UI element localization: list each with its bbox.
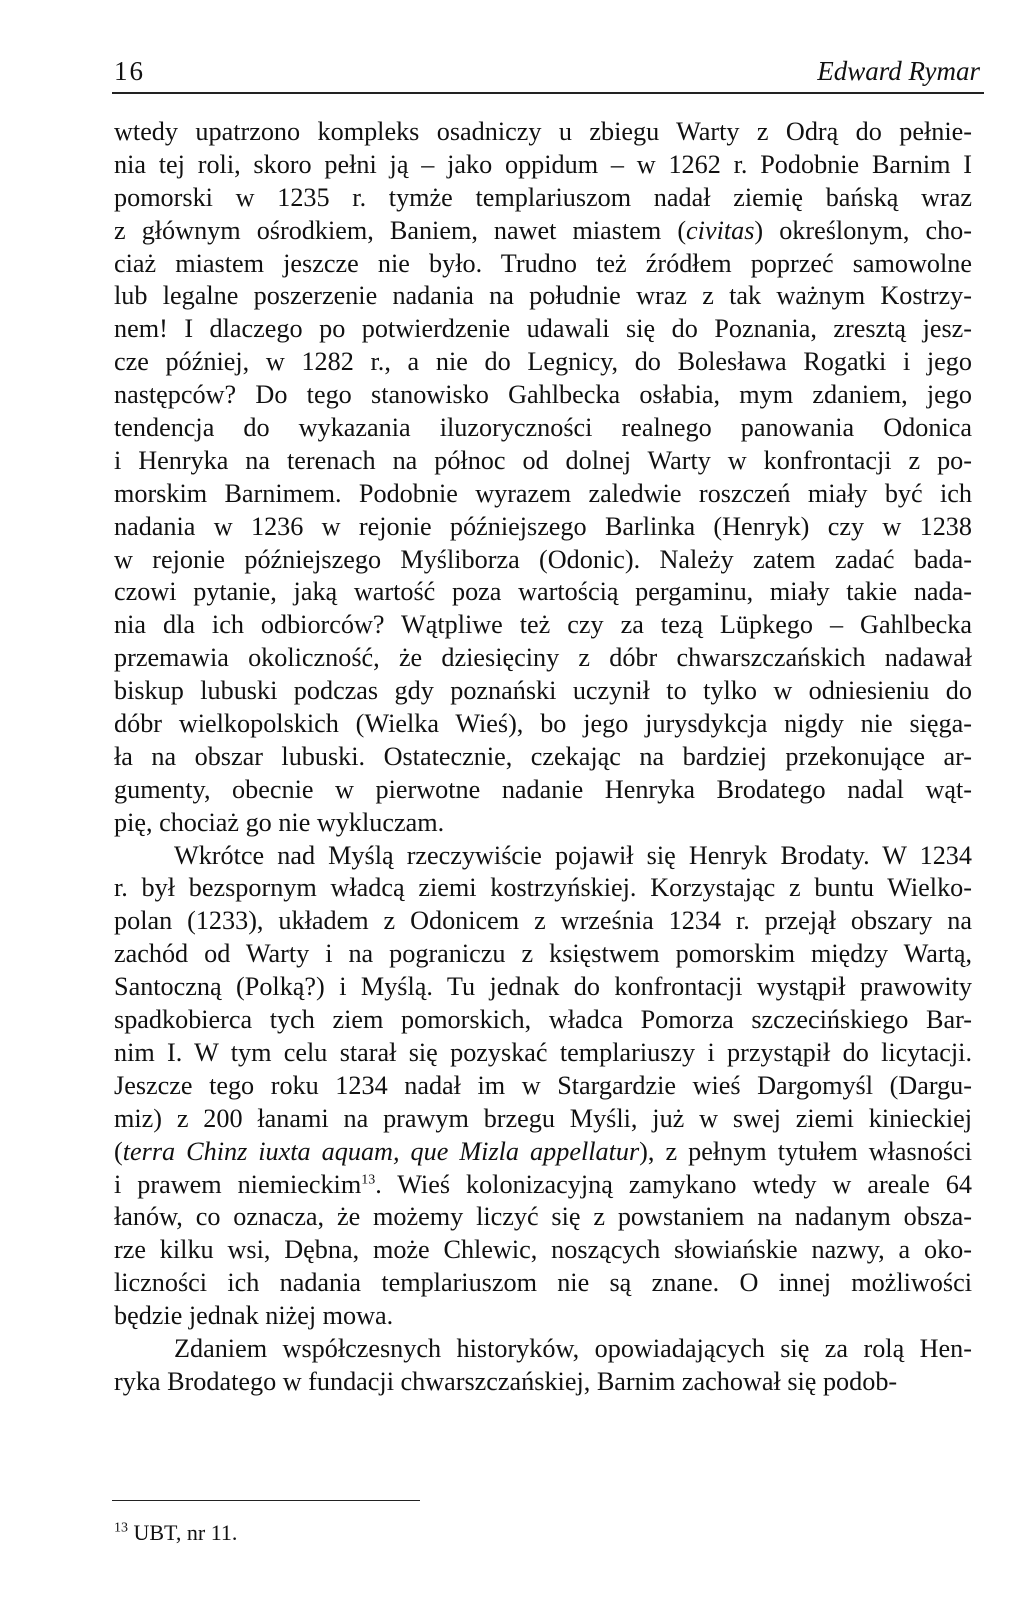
text-line: pomorski w 1235 r. tymże templariuszom nadał ziemię bańską wraz — [114, 182, 972, 212]
text-line: biskup lubuski podczas gdy poznański uczynił to tylko w odniesieniu do — [114, 676, 972, 706]
text-line: liczności ich nadania templariuszom nie są znane. O innej możliwości — [114, 1268, 972, 1298]
page-number: 16 — [114, 56, 145, 86]
text-line: ryka Brodatego w fundacji chwarszczańskiej, Barnim zachował się podob- — [114, 1366, 898, 1396]
footnote-rule — [112, 1500, 420, 1501]
text-line: Santoczną (Polką?) i Myślą. Tu jednak do konfrontacji wystąpił prawowity — [114, 972, 972, 1002]
text-line: (terra Chinz iuxta aquam, que Mizla appellatur), z pełnym tytułem własności — [114, 1136, 973, 1166]
text-line: Zdaniem współczesnych historyków, opowiadających się za rolą Hen- — [174, 1333, 972, 1363]
text-line: nim I. W tym celu starał się pozyskać templariuszy i przystąpił do licytacji. — [114, 1037, 972, 1067]
text-line: czowi pytanie, jaką wartość poza wartością pergaminu, miały takie nada- — [114, 577, 972, 607]
text-line: morskim Barnimem. Podobnie wyrazem zaledwie roszczeń miały być ich — [114, 478, 972, 508]
text-line: tendencja do wykazania iluzoryczności realnego panowania Odonica — [114, 413, 972, 443]
text-line: z głównym ośrodkiem, Baniem, nawet miastem (civitas) określonym, cho- — [114, 215, 972, 245]
text-line: i prawem niemieckim$^{13}$. Wieś kolonizacyjną zamykano wtedy w areale 64 — [114, 1169, 972, 1199]
text-line: Wkrótce nad Myślą rzeczywiście pojawił się Henryk Brodaty. W 1234 — [174, 840, 972, 870]
text-line: cze później, w 1282 r., a nie do Legnicy, do Bolesława Rogatki i jego — [114, 347, 972, 377]
text-line: pię, chociaż go nie wykluczam. — [114, 807, 445, 837]
text-line: nadania w 1236 w rejonie późniejszego Barlinka (Henryk) czy w 1238 — [114, 511, 972, 541]
footnote-text: UBT, nr 11. — [133, 1520, 238, 1545]
text-line: następców? Do tego stanowisko Gahlbecka osłabia, mym zdaniem, jego — [114, 380, 972, 410]
text-line: będzie jednak niżej mowa. — [114, 1301, 394, 1331]
text-line: i Henryka na terenach na północ od dolnej Warty w konfrontacji z po- — [114, 445, 972, 475]
text-line: lub legalne poszerzenie nadania na południe wraz z tak ważnym Kostrzy- — [114, 281, 972, 311]
body-text — [114, 116, 972, 1399]
header-rule — [112, 92, 984, 94]
text-line: spadkobierca tych ziem pomorskich, władca Pomorza szczecińskiego Bar- — [114, 1005, 972, 1035]
text-line: miz) z 200 łanami na prawym brzegu Myśli, już w swej ziemi kinieckiej — [114, 1103, 972, 1133]
text-line: Jeszcze tego roku 1234 nadał im w Stargardzie wieś Dargomyśl (Dargu- — [114, 1070, 972, 1100]
footnote — [114, 1520, 237, 1546]
text-line: nem! I dlaczego po potwierdzenie udawali się do Poznania, zresztą jesz- — [114, 314, 972, 344]
text-line: wtedy upatrzono kompleks osadniczy u zbiegu Warty z Odrą do pełnie- — [114, 117, 972, 146]
text-line: przemawia okoliczność, że dziesięciny z dóbr chwarszczańskich nadawał — [114, 643, 972, 673]
text-line: gumenty, obecnie w pierwotne nadanie Henryka Brodatego nadal wąt- — [114, 774, 972, 804]
footnote-marker: 13 — [114, 1520, 128, 1536]
running-head: Edward Rymar — [817, 56, 980, 86]
text-line: nia dla ich odbiorców? Wątpliwe też czy za tezą Lüpkego – Gahlbecka — [114, 610, 972, 640]
text-line: dóbr wielkopolskich (Wielka Wieś), bo jego jurysdykcja nigdy nie sięga- — [114, 709, 972, 739]
text-line: w rejonie późniejszego Myśliborza (Odonic). Należy zatem zadać bada- — [114, 544, 972, 574]
text-line: r. był bezspornym władcą ziemi kostrzyńskiej. Korzystając z buntu Wielko- — [114, 873, 972, 903]
text-line: polan (1233), układem z Odonicem z września 1234 r. przejął obszary na — [114, 906, 972, 936]
text-line: łanów, co oznacza, że możemy liczyć się z powstaniem na nadanym obsza- — [114, 1202, 972, 1232]
text-line: ła na obszar lubuski. Ostatecznie, czekając na bardziej przekonujące ar- — [114, 741, 972, 771]
text-line: ciaż miastem jeszcze nie było. Trudno też źródłem poprzeć samowolne — [114, 248, 972, 278]
text-line: rze kilku wsi, Dębna, może Chlewic, noszących słowiańskie nazwy, a oko- — [114, 1235, 972, 1265]
text-line: zachód od Warty i na pograniczu z księstwem pomorskim między Wartą, — [114, 939, 972, 969]
text-line: nia tej roli, skoro pełni ją – jako oppidum – w 1262 r. Podobnie Barnim I — [114, 149, 972, 179]
